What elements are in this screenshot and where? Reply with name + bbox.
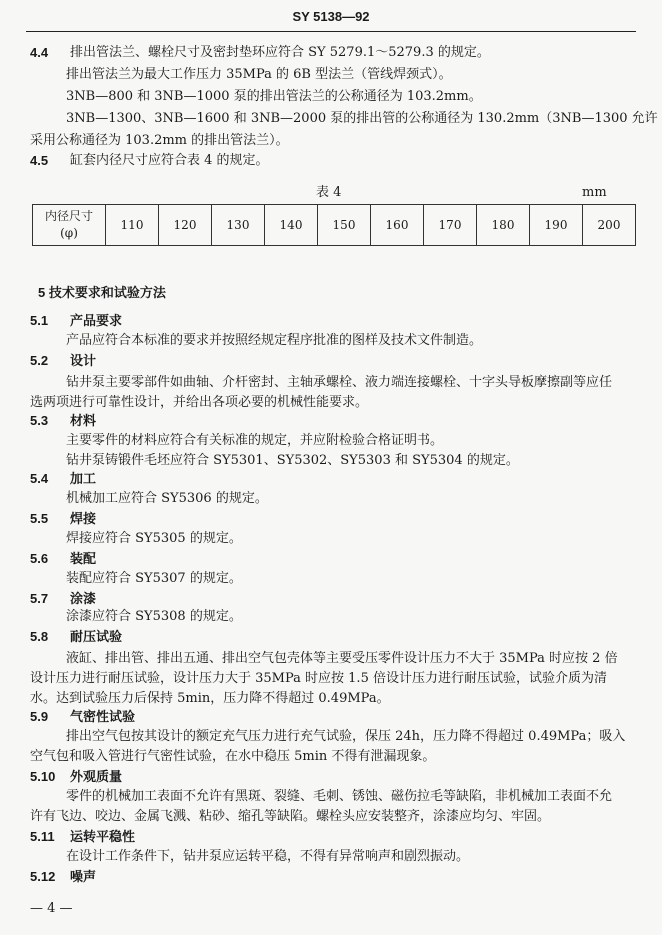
clause-5-10-line2: 许有飞边、咬边、金属飞溅、粘砂、缩孔等缺陷。螺栓头应安装整齐，涂漆应均匀、牢固。 <box>30 809 551 824</box>
table-cell: 190 <box>530 205 583 246</box>
clause-4-5-number: 4.5 <box>30 153 49 168</box>
clause-5-4-number: 5.4 <box>30 471 49 486</box>
table-cell: 150 <box>318 205 371 246</box>
clause-5-11-title: 运转平稳性 <box>70 829 136 844</box>
clause-5-9-line1: 排出空气包按其设计的额定充气压力进行充气试验，保压 24h，压力降不得超过 0.49MPa；吸入 <box>66 729 626 744</box>
clause-5-7-title: 涂漆 <box>70 591 97 606</box>
clause-5-8-number: 5.8 <box>30 629 49 644</box>
clause-5-8-line1: 液缸、排出管、排出五通、排出空气包壳体等主要受压零件设计压力不大于 35MPa 时应按 2 倍 <box>66 651 618 666</box>
clause-4-4-line1: 排出管法兰、螺栓尺寸及密封垫环应符合 SY 5279.1～5279.3 的规定。 <box>70 45 490 60</box>
clause-5-10-line1: 零件的机械加工表面不允许有黑斑、裂缝、毛刺、锈蚀、磁伤拉毛等缺陷，非机械加工表面不允 <box>66 789 613 804</box>
section-5-title: 5 技术要求和试验方法 <box>38 285 166 300</box>
clause-5-2-line1: 钻井泵主要零部件如曲轴、介杆密封、主轴承螺栓、液力端连接螺栓、十字头导板摩擦副等应任 <box>66 375 613 390</box>
clause-5-1-title: 产品要求 <box>70 313 123 328</box>
clause-5-7-number: 5.7 <box>30 591 49 606</box>
page-header: SY 5138—92 <box>292 9 370 24</box>
table-4 <box>32 204 636 246</box>
clause-5-4-text: 机械加工应符合 SY5306 的规定。 <box>66 491 268 506</box>
table-header-line2: (φ) <box>60 226 78 240</box>
clause-4-4-line3: 3NB—800 和 3NB—1000 泵的排出管法兰的公称通径为 103.2mm。 <box>66 89 482 104</box>
clause-5-9-line2: 空气包和吸入管进行气密性试验，在水中稳压 5min 不得有泄漏现象。 <box>30 749 436 764</box>
clause-5-3-number: 5.3 <box>30 413 49 428</box>
clause-5-10-title: 外观质量 <box>70 769 123 784</box>
clause-5-10-number: 5.10 <box>30 769 56 784</box>
table-cell: 130 <box>212 205 265 246</box>
clause-5-7-text: 涂漆应符合 SY5308 的规定。 <box>66 609 242 624</box>
clause-5-11-text: 在设计工作条件下，钻井泵应运转平稳，不得有异常响声和剧烈振动。 <box>66 849 470 864</box>
table-cell: 170 <box>424 205 477 246</box>
clause-5-11-number: 5.11 <box>30 829 55 844</box>
clause-5-2-title: 设计 <box>70 353 97 368</box>
clause-5-3-line1: 主要零件的材料应符合有关标准的规定，并应附检验合格证明书。 <box>66 433 444 448</box>
clause-5-8-line2: 设计压力进行耐压试验，设计压力大于 35MPa 时应按 1.5 倍设计压力进行耐压试验，试验介质为清 <box>30 671 607 686</box>
table-cell: 200 <box>583 205 636 246</box>
clause-5-4-title: 加工 <box>70 471 97 486</box>
clause-4-4-line2: 排出管法兰为最大工作压力 35MPa 的 6B 型法兰（管线焊颈式）。 <box>66 67 452 82</box>
clause-5-3-line2: 钻井泵铸锻件毛坯应符合 SY5301、SY5302、SY5303 和 SY5304 的规定。 <box>66 453 519 468</box>
clause-5-1-text: 产品应符合本标准的要求并按照经规定程序批准的图样及技术文件制造。 <box>66 333 483 348</box>
clause-5-1-number: 5.1 <box>30 313 49 328</box>
clause-4-4-line5: 采用公称通径为 103.2mm 的排出管法兰）。 <box>30 133 289 148</box>
table-cell: 120 <box>159 205 212 246</box>
clause-5-9-title: 气密性试验 <box>70 709 136 724</box>
clause-5-5-number: 5.5 <box>30 511 49 526</box>
clause-4-4-line4: 3NB—1300、3NB—1600 和 3NB—2000 泵的排出管的公称通径为 130.2mm（3NB—1300 允许 <box>66 111 658 126</box>
clause-4-5-text: 缸套内径尺寸应符合表 4 的规定。 <box>70 153 269 168</box>
clause-5-5-title: 焊接 <box>70 511 97 526</box>
clause-5-6-title: 装配 <box>70 551 97 566</box>
clause-5-12-number: 5.12 <box>30 869 56 884</box>
clause-5-8-line3: 水。达到试验压力后保持 5min，压力降不得超过 0.49MPa。 <box>30 691 390 706</box>
clause-5-6-number: 5.6 <box>30 551 49 566</box>
clause-5-3-title: 材料 <box>70 413 97 428</box>
clause-5-9-number: 5.9 <box>30 709 49 724</box>
table-cell: 110 <box>106 205 159 246</box>
clause-5-2-number: 5.2 <box>30 353 49 368</box>
table-cell: 160 <box>371 205 424 246</box>
clause-5-12-title: 噪声 <box>70 869 97 884</box>
page-number: — 4 — <box>30 901 73 916</box>
table-header-line1: 内径尺寸 <box>44 209 93 223</box>
table-4-unit: mm <box>582 185 607 200</box>
header-rule <box>26 31 636 32</box>
table-row <box>33 205 636 246</box>
clause-5-6-text: 装配应符合 SY5307 的规定。 <box>66 571 242 586</box>
clause-5-8-title: 耐压试验 <box>70 629 123 644</box>
clause-5-2-line2: 选两项进行可靠性设计，并给出各项必要的机械性能要求。 <box>30 395 369 410</box>
table-cell: 180 <box>477 205 530 246</box>
table-4-caption: 表 4 <box>316 185 342 200</box>
clause-5-5-text: 焊接应符合 SY5305 的规定。 <box>66 531 242 546</box>
table-cell: 140 <box>265 205 318 246</box>
table-header-cell <box>33 205 106 246</box>
clause-4-4-number: 4.4 <box>30 45 49 60</box>
